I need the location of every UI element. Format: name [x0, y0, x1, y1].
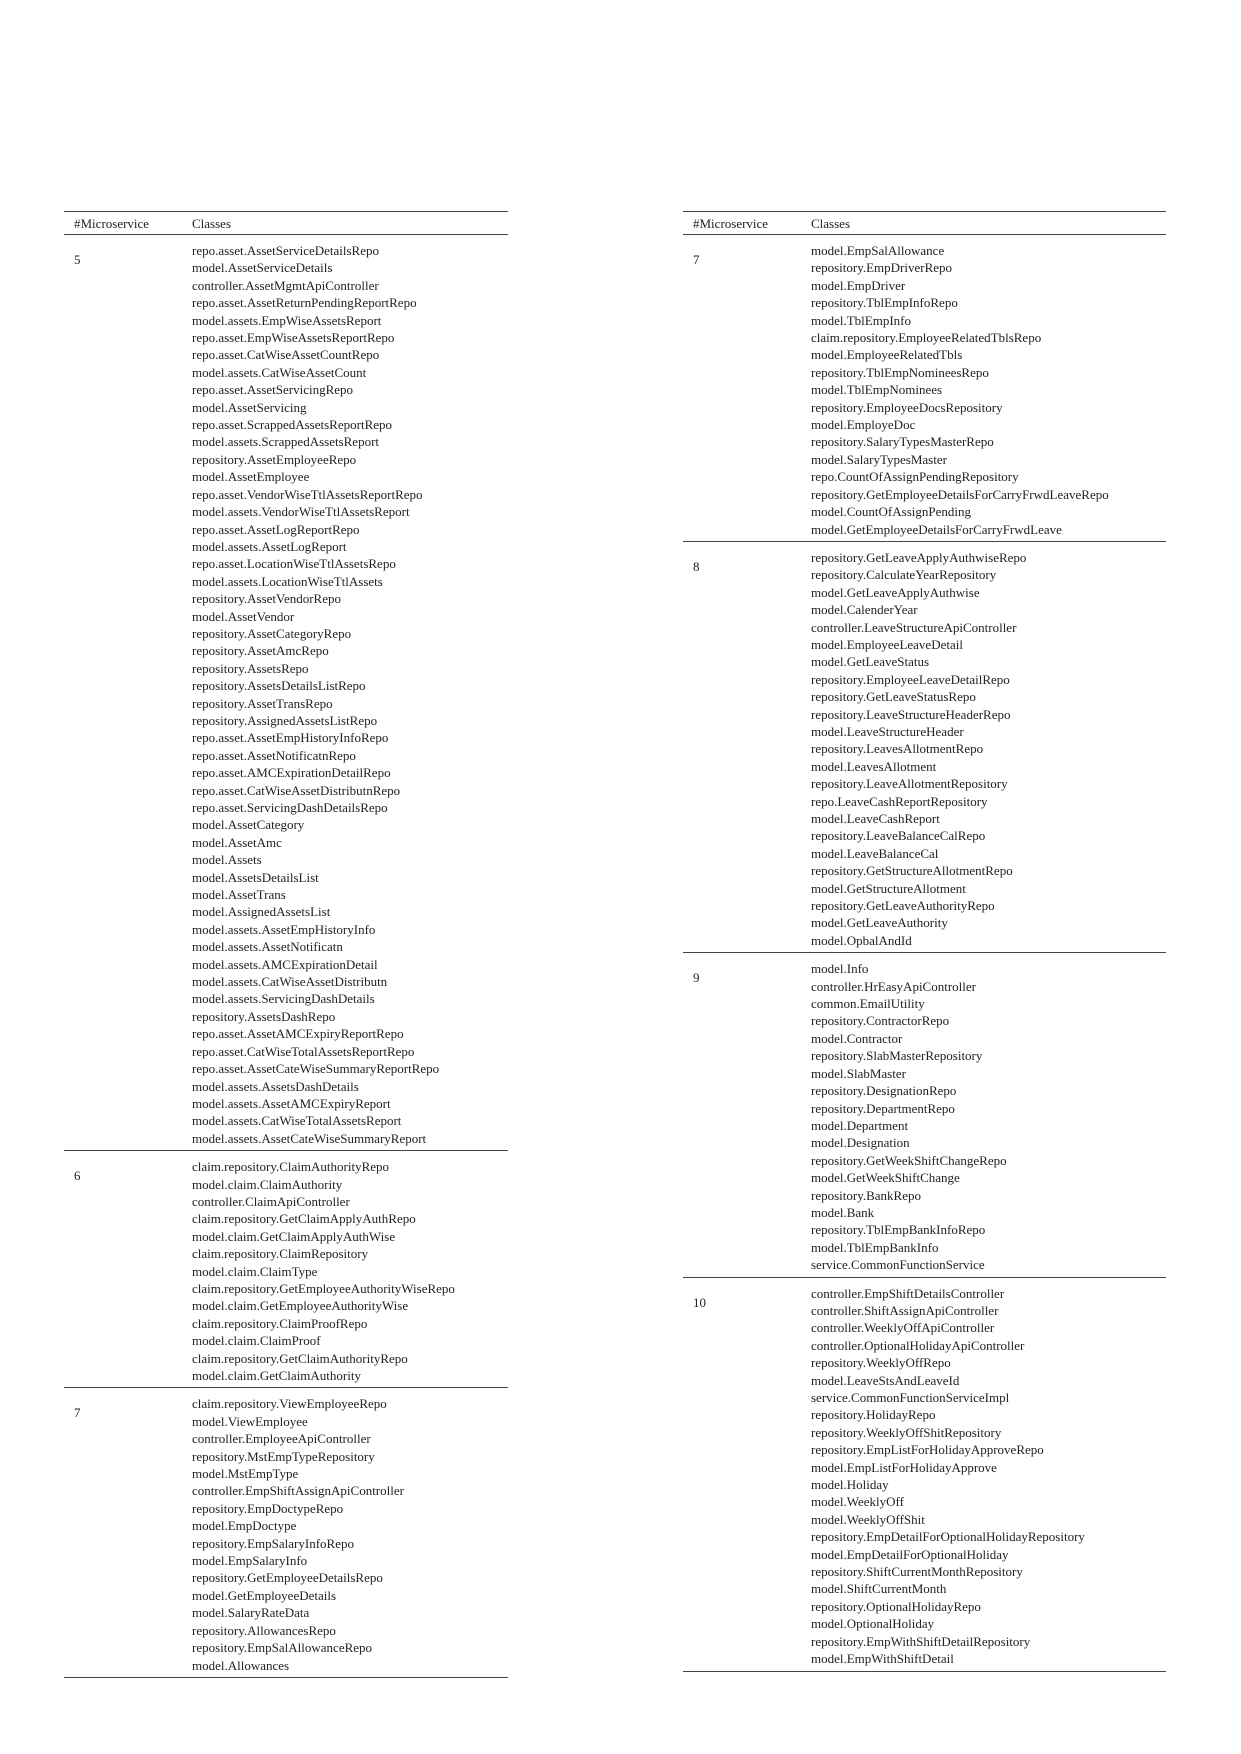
class-name: repository.AssetVendorRepo [192, 591, 341, 607]
class-name: repository.OptionalHolidayRepo [811, 1598, 981, 1614]
class-name: repository.LeaveBalanceCalRepo [811, 828, 986, 844]
class-name: controller.AssetMgmtApiController [192, 277, 379, 293]
class-name: repository.GetLeaveApplyAuthwiseRepo [811, 549, 1027, 565]
class-name: repo.asset.CatWiseAssetDistributnRepo [192, 782, 401, 798]
class-name: model.claim.ClaimType [192, 1263, 318, 1279]
class-name: model.AssetCategory [192, 817, 305, 833]
microservice-id: 10 [693, 1294, 706, 1310]
class-name: model.GetLeaveStatus [811, 654, 930, 670]
right-table [683, 211, 1166, 1672]
class-name: model.assets.CatWiseAssetDistributn [192, 974, 388, 990]
class-name: repository.HolidayRepo [811, 1407, 936, 1423]
class-name: repository.GetEmployeeDetailsRepo [192, 1570, 383, 1586]
class-name: controller.EmpShiftDetailsController [811, 1285, 1005, 1301]
class-name: model.assets.AssetAMCExpiryReport [192, 1095, 391, 1111]
class-name: model.GetLeaveApplyAuthwise [811, 584, 980, 600]
class-name: model.assets.AssetEmpHistoryInfo [192, 921, 376, 937]
class-name: repo.asset.VendorWiseTtlAssetsReportRepo [192, 486, 423, 502]
class-name: model.SalaryRateData [192, 1605, 310, 1621]
microservice-id: 9 [693, 970, 700, 986]
class-name: model.assets.ScrappedAssetsReport [192, 434, 380, 450]
class-name: model.assets.AssetLogReport [192, 538, 347, 554]
class-name: repo.asset.CatWiseAssetCountRepo [192, 347, 380, 363]
class-name: model.AssetsDetailsList [192, 869, 319, 885]
class-name: controller.OptionalHolidayApiController [811, 1337, 1025, 1353]
class-name: claim.repository.ClaimProofRepo [192, 1315, 368, 1331]
class-name: repo.asset.AssetEmpHistoryInfoRepo [192, 730, 389, 746]
class-name: model.SlabMaster [811, 1065, 906, 1081]
class-name: repository.AssetsRepo [192, 660, 309, 676]
class-name: model.claim.ClaimAuthority [192, 1176, 343, 1192]
class-name: repository.EmpSalaryInfoRepo [192, 1535, 354, 1551]
class-name: model.TblEmpNominees [811, 382, 943, 398]
class-name: model.CalenderYear [811, 602, 918, 618]
header-classes: Classes [801, 212, 1166, 235]
class-list [801, 1277, 1166, 1671]
class-name: model.Assets [192, 852, 262, 868]
class-name: repository.AssetEmployeeRepo [192, 451, 357, 467]
class-name: repo.CountOfAssignPendingRepository [811, 469, 1019, 485]
class-name: repo.asset.AssetServiceDetailsRepo [192, 243, 380, 258]
class-name: repository.MstEmpTypeRepository [192, 1448, 375, 1464]
class-name: service.CommonFunctionService [811, 1257, 985, 1273]
class-name: repo.asset.EmpWiseAssetsReportRepo [192, 330, 395, 346]
class-name: repository.GetStructureAllotmentRepo [811, 863, 1013, 879]
class-name: model.EmpDoctype [192, 1518, 297, 1534]
class-name: model.LeaveBalanceCal [811, 845, 939, 861]
class-name: model.EmpSalaryInfo [192, 1553, 308, 1569]
class-list [801, 953, 1166, 1277]
class-name: model.Department [811, 1117, 909, 1133]
class-name: model.GetWeekShiftChange [811, 1170, 960, 1186]
class-name: claim.repository.ViewEmployeeRepo [192, 1396, 387, 1412]
table-row [683, 541, 1166, 952]
table-row [683, 235, 1166, 542]
class-name: model.GetEmployeeDetails [192, 1587, 337, 1603]
table-row [683, 953, 1166, 1277]
class-name: controller.ClaimApiController [192, 1193, 350, 1209]
class-name: repository.AllowancesRepo [192, 1622, 336, 1638]
class-name: model.ViewEmployee [192, 1413, 308, 1429]
class-name: claim.repository.GetEmployeeAuthorityWiseRepo [192, 1280, 455, 1296]
class-name: model.SalaryTypesMaster [811, 451, 947, 467]
class-name: repository.ContractorRepo [811, 1013, 950, 1029]
class-name: repo.LeaveCashReportRepository [811, 793, 988, 809]
class-name: model.Info [811, 961, 869, 977]
microservice-id: 6 [74, 1168, 81, 1184]
class-name: claim.repository.EmployeeRelatedTblsRepo [811, 330, 1042, 346]
class-name: repo.asset.AssetLogReportRepo [192, 521, 360, 537]
left-table-body [64, 235, 508, 1678]
class-name: model.LeavesAllotment [811, 758, 937, 774]
class-name: repository.AssetsDashRepo [192, 1008, 336, 1024]
class-name: model.Designation [811, 1135, 910, 1151]
class-name: claim.repository.ClaimAuthorityRepo [192, 1159, 390, 1175]
class-name: repository.AssetCategoryRepo [192, 625, 352, 641]
class-name: repo.asset.AssetServicingRepo [192, 382, 354, 398]
class-name: common.EmailUtility [811, 996, 925, 1012]
class-name: repository.SlabMasterRepository [811, 1048, 983, 1064]
class-name: model.EmployeDoc [811, 417, 916, 433]
class-name: model.EmployeeLeaveDetail [811, 636, 963, 652]
class-name: model.claim.GetClaimAuthority [192, 1368, 361, 1383]
class-name: repository.AssetTransRepo [192, 695, 333, 711]
class-name: model.assets.CatWiseTotalAssetsReport [192, 1113, 402, 1129]
class-name: model.LeaveStructureHeader [811, 723, 964, 739]
class-name: controller.WeeklyOffApiController [811, 1320, 995, 1336]
class-name: repository.EmpDriverRepo [811, 260, 953, 276]
class-name: repository.AssetAmcRepo [192, 643, 329, 659]
class-name: repository.LeaveAllotmentRepository [811, 776, 1008, 792]
class-name: model.EmpListForHolidayApprove [811, 1459, 997, 1475]
class-name: repository.TblEmpInfoRepo [811, 295, 958, 311]
class-name: model.Holiday [811, 1477, 889, 1493]
class-name: repository.WeeklyOffRepo [811, 1355, 951, 1371]
class-name: model.OpbalAndId [811, 932, 912, 948]
class-name: repository.TblEmpBankInfoRepo [811, 1222, 986, 1238]
class-name: model.EmployeeRelatedTbls [811, 347, 963, 363]
left-table [64, 211, 508, 1678]
class-name: repo.asset.AssetNotificatnRepo [192, 747, 356, 763]
class-name: service.CommonFunctionServiceImpl [811, 1390, 1010, 1405]
class-list [182, 1151, 508, 1388]
class-list [182, 235, 508, 1151]
class-name: model.AssetTrans [192, 887, 286, 903]
class-name: model.AssetServiceDetails [192, 260, 333, 276]
class-name: repository.EmpDoctypeRepo [192, 1500, 344, 1516]
class-name: repository.WeeklyOffShitRepository [811, 1424, 1002, 1440]
class-name: model.TblEmpBankInfo [811, 1239, 939, 1255]
class-name: repository.TblEmpNomineesRepo [811, 364, 989, 380]
table-row [64, 1388, 508, 1678]
class-name: model.EmpDetailForOptionalHoliday [811, 1546, 1009, 1562]
class-name: repo.asset.AMCExpirationDetailRepo [192, 765, 391, 781]
class-name: model.claim.ClaimProof [192, 1333, 321, 1349]
class-name: repository.CalculateYearRepository [811, 567, 997, 583]
class-name: model.assets.CatWiseAssetCount [192, 364, 367, 380]
class-name: repository.EmpSalAllowanceRepo [192, 1640, 373, 1656]
table-row [683, 1277, 1166, 1671]
class-name: model.EmpWithShiftDetail [811, 1651, 954, 1667]
class-name: model.assets.LocationWiseTtlAssets [192, 573, 383, 589]
class-name: repository.ShiftCurrentMonthRepository [811, 1564, 1023, 1580]
class-name: model.GetStructureAllotment [811, 880, 966, 896]
class-name: model.LeaveCashReport [811, 811, 940, 826]
class-name: repo.asset.CatWiseTotalAssetsReportRepo [192, 1043, 415, 1059]
class-name: model.Contractor [811, 1030, 903, 1046]
class-name: model.AssetAmc [192, 834, 282, 850]
class-name: model.assets.AMCExpirationDetail [192, 956, 378, 972]
class-name: repository.GetWeekShiftChangeRepo [811, 1152, 1007, 1168]
class-name: repo.asset.AssetAMCExpiryReportRepo [192, 1026, 404, 1042]
class-name: repository.GetLeaveAuthorityRepo [811, 898, 995, 914]
class-name: repository.BankRepo [811, 1187, 921, 1203]
class-name: model.assets.AssetCateWiseSummaryReport [192, 1130, 427, 1146]
table-row [64, 235, 508, 1151]
header-microservice: #Microservice [683, 212, 801, 235]
class-name: repo.asset.AssetReturnPendingReportRepo [192, 295, 417, 311]
class-list [182, 1388, 508, 1678]
class-name: repository.EmpDetailForOptionalHolidayRepository [811, 1529, 1085, 1545]
class-name: model.assets.AssetNotificatn [192, 939, 343, 955]
class-name: model.assets.AssetsDashDetails [192, 1078, 359, 1094]
class-name: repository.DepartmentRepo [811, 1100, 955, 1116]
class-name: model.GetLeaveAuthority [811, 915, 948, 931]
table-header-row [64, 212, 508, 235]
class-name: model.MstEmpType [192, 1466, 299, 1482]
class-name: repository.LeaveStructureHeaderRepo [811, 706, 1011, 722]
class-name: repo.asset.LocationWiseTtlAssetsRepo [192, 556, 396, 572]
class-name: repo.asset.AssetCateWiseSummaryReportRepo [192, 1061, 440, 1077]
microservice-id: 7 [74, 1405, 81, 1421]
class-name: repository.EmployeeLeaveDetailRepo [811, 671, 1010, 687]
class-name: repository.DesignationRepo [811, 1083, 957, 1099]
class-list [801, 235, 1166, 542]
microservice-id: 7 [693, 252, 700, 267]
microservice-id: 5 [74, 252, 81, 267]
class-name: controller.HrEasyApiController [811, 978, 976, 994]
class-name: model.Allowances [192, 1657, 290, 1673]
class-name: repo.asset.ScrappedAssetsReportRepo [192, 417, 393, 433]
class-name: model.ShiftCurrentMonth [811, 1581, 947, 1597]
header-microservice: #Microservice [64, 212, 182, 235]
class-name: model.OptionalHoliday [811, 1616, 935, 1632]
class-name: repository.LeavesAllotmentRepo [811, 741, 984, 757]
class-name: model.GetEmployeeDetailsForCarryFrwdLeave [811, 521, 1062, 537]
class-name: repository.EmpListForHolidayApproveRepo [811, 1442, 1044, 1458]
class-name: repository.AssignedAssetsListRepo [192, 712, 378, 728]
class-name: model.Bank [811, 1204, 875, 1220]
class-name: repo.asset.ServicingDashDetailsRepo [192, 800, 388, 815]
class-name: repository.EmpWithShiftDetailRepository [811, 1633, 1031, 1649]
header-classes: Classes [182, 212, 508, 235]
class-name: controller.LeaveStructureApiController [811, 619, 1017, 635]
class-name: model.assets.VendorWiseTtlAssetsReport [192, 504, 410, 520]
class-name: model.assets.ServicingDashDetails [192, 991, 375, 1007]
class-name: model.TblEmpInfo [811, 312, 912, 328]
class-list [801, 541, 1166, 952]
class-name: model.assets.EmpWiseAssetsReport [192, 312, 382, 328]
class-name: repository.GetEmployeeDetailsForCarryFrwdLeaveRepo [811, 486, 1109, 502]
class-name: claim.repository.GetClaimAuthorityRepo [192, 1350, 408, 1366]
class-name: model.AssetServicing [192, 399, 307, 415]
class-name: model.WeeklyOffShit [811, 1511, 925, 1527]
class-name: claim.repository.GetClaimApplyAuthRepo [192, 1211, 416, 1227]
table-row [64, 1151, 508, 1388]
table-header-row [683, 212, 1166, 235]
class-name: model.EmpDriver [811, 277, 906, 293]
class-name: model.EmpSalAllowance [811, 243, 945, 258]
class-name: model.LeaveStsAndLeaveId [811, 1372, 960, 1388]
class-name: model.claim.GetEmployeeAuthorityWise [192, 1298, 409, 1314]
class-name: controller.EmpShiftAssignApiController [192, 1483, 404, 1499]
class-name: repository.GetLeaveStatusRepo [811, 689, 976, 705]
class-name: model.WeeklyOff [811, 1494, 904, 1510]
class-name: repository.AssetsDetailsListRepo [192, 678, 366, 694]
class-name: claim.repository.ClaimRepository [192, 1246, 369, 1262]
class-name: model.claim.GetClaimApplyAuthWise [192, 1228, 396, 1244]
class-name: model.AssignedAssetsList [192, 904, 331, 920]
class-name: controller.EmployeeApiController [192, 1431, 371, 1447]
class-name: model.AssetEmployee [192, 469, 310, 485]
class-name: controller.ShiftAssignApiController [811, 1302, 999, 1318]
class-name: repository.SalaryTypesMasterRepo [811, 434, 994, 450]
class-name: model.CountOfAssignPending [811, 504, 971, 520]
class-name: repository.EmployeeDocsRepository [811, 399, 1003, 415]
class-name: model.AssetVendor [192, 608, 295, 624]
microservice-id: 8 [693, 558, 700, 574]
right-table-body [683, 235, 1166, 1672]
